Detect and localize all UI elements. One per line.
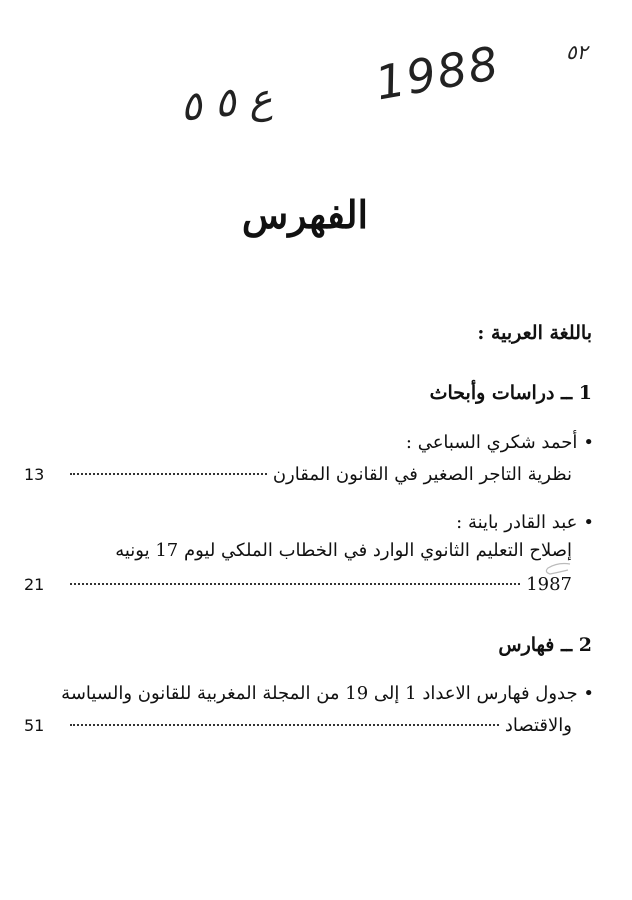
toc-entry-row [24, 540, 572, 566]
handwritten-corner-note: ٥٢ [566, 40, 588, 64]
handwritten-year: 1988 [371, 35, 504, 111]
dot-leader [70, 724, 499, 726]
handwritten-code: ع ٥ ٥ [177, 75, 275, 131]
toc-entry-row[interactable] [24, 715, 572, 741]
entry-title-continued: 1987 [526, 574, 572, 595]
bullet-marker: • [583, 432, 594, 453]
entry-title-continued: والاقتصاد [504, 715, 572, 736]
author-name [456, 512, 594, 533]
entry-title: إصلاح التعليم الثانوي الوارد في الخطاب الملكي ليوم 17 يونيه [115, 540, 572, 561]
entry-title [61, 683, 594, 704]
dot-leader [70, 583, 520, 585]
entry-title-text: جدول فهارس الاعداد 1 إلى 19 من المجلة المغربية للقانون والسياسة [61, 683, 578, 704]
toc-entry-row [24, 683, 594, 709]
entry-title: نظرية التاجر الصغير في القانون المقارن [272, 464, 572, 485]
author-label: عبد القادر باينة : [456, 512, 578, 533]
author-label: أحمد شكري السباعي : [405, 432, 578, 453]
page-title: الفهرس [241, 192, 369, 237]
author-name [406, 432, 594, 453]
dot-leader [70, 473, 267, 475]
bullet-marker: • [583, 683, 594, 704]
page-number: 13 [24, 465, 45, 484]
pencil-mark [540, 560, 574, 578]
section-heading: 2 ــ فهارس [498, 634, 592, 656]
bullet-marker: • [583, 512, 594, 533]
page-number: 51 [24, 716, 45, 735]
toc-entry-row[interactable] [24, 464, 572, 490]
language-heading: باللغة العربية : [477, 322, 592, 344]
page-number: 21 [24, 575, 45, 594]
toc-entry-row[interactable] [24, 574, 572, 600]
section-heading: 1 ــ دراسات وأبحاث [429, 382, 592, 404]
